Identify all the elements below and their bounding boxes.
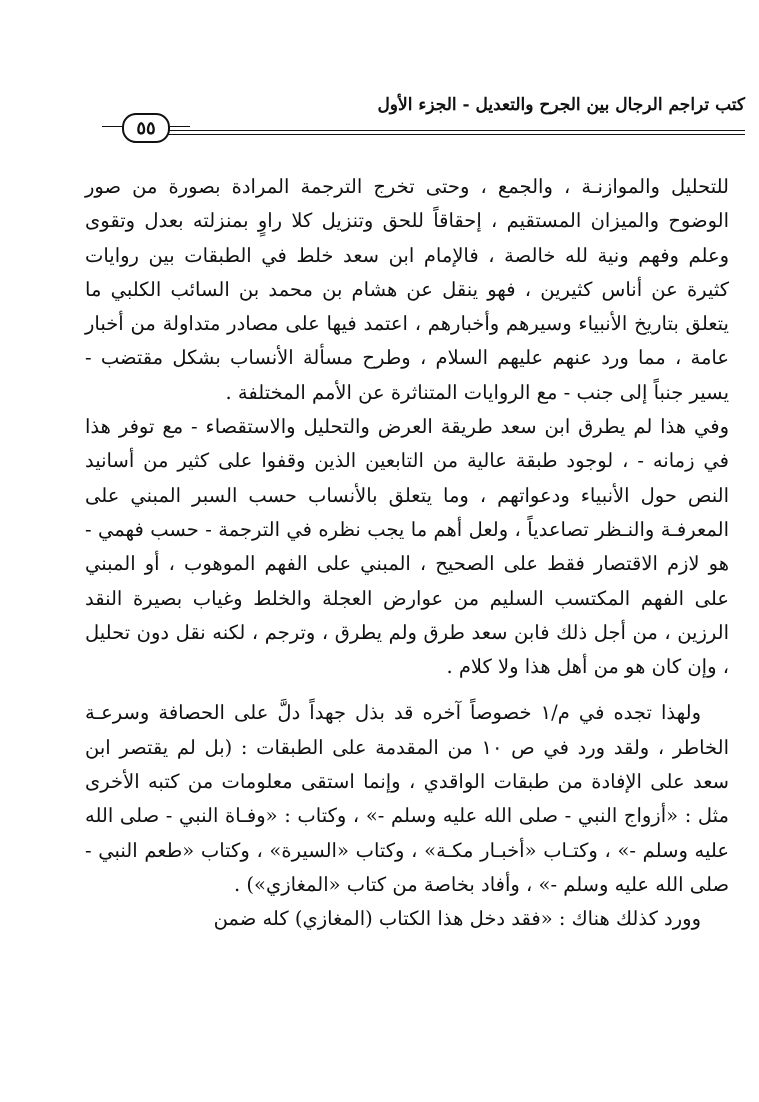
paragraph: وورد كذلك هناك : «فقد دخل هذا الكتاب (المغازي) كله ضمن xyxy=(213,907,701,931)
paragraph: وفي هذا لم يطرق ابن سعد طريقة العرض والتحليل والاستقصاء - مع توفر هذا في زمانه - ، لوجود طبقة عالية من التابعين الذين وقفوا على كثير من أسانيد النص حول الأنبياء ودعواتهم ، وما يتعلق بالأنساب حسب السبر المبني على المعرفـة والنـظر تصاعدياً ، ولعل أهم ما يجب نظره في الترجمة - حسب فهمي - هو لازم الاقتصار فقط على الصحيح ، المبني على الفهم الموهوب ، أو المبني على الفهم المكتسب السليم من عوارض العجلة والخلط وغياب بصيرة النقد الرزين ، من أجل ذلك فابن سعد طرق ولم يطرق ، وترجم ، لكنه نقل دون تحليل ، وإن كان هو من أهل هذا ولا كلام . xyxy=(85,415,729,679)
running-title: كتب تراجم الرجال بين الجرح والتعديل - الجزء الأول xyxy=(377,95,745,115)
header-rule-double xyxy=(160,134,745,135)
main-text xyxy=(85,170,729,937)
page-number-badge xyxy=(122,113,170,143)
page-header xyxy=(100,95,745,139)
header-rule xyxy=(160,130,745,131)
paragraph: ولهذا تجده في م/١ خصوصاً آخره قد بذل جهداً دلَّ على الحصافة وسرعـة الخاطر ، ولقد ورد في ص ١٠ من المقدمة على الطبقات : (بل لم يقتصر ابن سعد على الإفادة من طبقات الواقدي ، وإنما استقى معلومات من كتبه الأخرى مثل : «أزواج النبي - صلى الله عليه وسلم -» ، وكتاب : «وفـاة النبي - صلى الله عليه وسلم -» ، وكتـاب «أخبـار مكـة» ، وكتاب «السيرة» ، وكتاب «طعم النبي - صلى الله عليه وسلم -» ، وأفاد بخاصة من كتاب «المغازي») . xyxy=(85,701,730,896)
paragraph: للتحليل والموازنـة ، والجمع ، وحتى تخرج الترجمة المرادة بصورة من صور الوضوح والميزان المستقيم ، إحقاقاً للحق وتنزيل كلا راوٍ بمنزلته بعدل وتقوى وعلم وفهم ونية لله خالصة ، فالإمام ابن سعد خلط في الطبقات بين روايات كثيرة عن أناس كثيرين ، فهو ينقل عن هشام بن محمد بن السائب الكلبي ما يتعلق بتاريخ الأنبياء وسيرهم وأخبارهم ، اعتمد فيها على مصادر متداولة من أخبار عامة ، مما ورد عنهم عليهم السلام ، وطرح مسألة الأنساب بشكل مقتضب - يسير جنباً إلى جنب - مع الروايات المتناثرة عن الأمم المختلفة . xyxy=(85,175,729,404)
page-number: ٥٥ xyxy=(136,117,156,139)
